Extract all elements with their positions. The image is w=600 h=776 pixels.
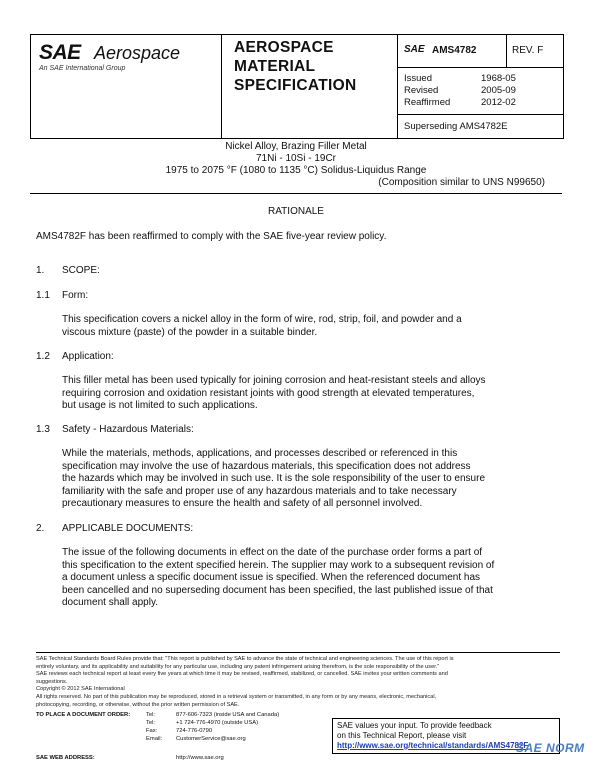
feedback-link[interactable]: http://www.sae.org/technical/standards/AMS4782F [337,741,529,750]
date-value: 2005-09 [481,85,516,96]
order-key: Tel: [146,712,156,718]
order-email-link[interactable]: CustomerService@sae.org [176,736,246,742]
divider [30,193,562,194]
material-name: Nickel Alloy, Brazing Filler Metal [225,141,367,152]
footer-line: SAE Technical Standards Board Rules provide that: "This report is published by SAE to advance the state of technical and engineering sciences. The use of this report is [36,656,454,662]
revision-label: REV. F [512,45,544,56]
section-body [62,375,512,413]
web-label: SAE WEB ADDRESS: [36,755,95,761]
footer-line: Copyright © 2012 SAE International [36,686,125,693]
body-line: requiring corrosion and oxidation resistant joints with good strength at elevated temperatures, [62,387,475,399]
body-line: document shall apply. [62,597,158,609]
header-divider [397,114,563,115]
section-body [62,314,512,339]
rationale-text: AMS4782F has been reaffirmed to comply with the SAE five-year review policy. [36,231,387,242]
date-label: Reaffirmed [404,97,451,108]
aerospace-logo-text: Aerospace [94,43,181,63]
section-number: 1. [36,265,45,276]
sae-logo: SAE [39,41,81,64]
doc-type-title: SPECIFICATION [234,77,357,94]
body-line: While the materials, methods, applications, and processes described or referenced in this [62,448,458,459]
footer-notice [36,656,556,709]
doc-type-title: MATERIAL [234,58,316,75]
logo-tagline: An SAE International Group [39,65,126,72]
footer-line: SAE reviews each technical report at least every five years at which time it may be revised, reaffirmed, stabilized, or cancelled. SAE invites your written comments and [36,671,448,678]
section-number: 1.3 [36,424,50,435]
body-line: The issue of the following documents in effect on the date of the purchase order forms a part of [62,547,483,558]
date-label: Issued [404,73,432,84]
section-title: SCOPE: [62,265,100,276]
doc-type-title: AEROSPACE [234,39,334,56]
section-number: 1.1 [36,290,50,301]
section-title: APPLICABLE DOCUMENTS: [62,523,194,534]
order-value: 724-776-0790 [176,728,213,734]
material-similar: (Composition similar to UNS N99650) [378,177,545,188]
footer-divider [36,652,560,653]
sae-mark: SAE [404,44,425,55]
rationale-heading: RATIONALE [268,206,324,217]
section-body [62,448,512,511]
section-body [62,547,512,610]
body-line: specification may involve the use of hazardous materials, this specification does not address [62,460,471,472]
body-line: the hazards which may be involved in such use. It is the sole responsibility of the user to ensure [62,473,486,485]
footer-line: All rights reserved. No part of this publication may be reproduced, stored in a retrieval system or transmitted, in any form or by any means, electronic, mechanical, [36,693,437,700]
body-line: but usage is not limited to such applications. [62,400,258,412]
header-divider [221,35,222,138]
order-value: 877-606-7323 (inside USA and Canada) [176,712,280,718]
web-address-link[interactable]: http://www.sae.org [176,755,224,761]
footer-line: suggestions. [36,678,68,685]
section-title: Safety - Hazardous Materials: [62,424,194,435]
body-line: viscous mixture (paste) of the powder in a suitable binder. [62,326,318,338]
order-value: +1 724-776-4970 (outside USA) [176,720,259,726]
header-divider [397,67,563,68]
body-line: familiarity with the safe and proper use of any hazardous materials and to take necessary [62,485,457,497]
body-line: This specification covers a nickel alloy in the form of wire, rod, strip, foil, and powder and a [62,314,462,325]
header-box [30,34,564,139]
date-value: 1968-05 [481,73,516,84]
feedback-text: SAE values your input. To provide feedback [337,721,492,730]
document-number: AMS4782 [432,45,477,56]
order-key: Email: [146,736,163,742]
order-label: TO PLACE A DOCUMENT ORDER: [36,712,131,718]
section-title: Application: [62,351,114,362]
header-divider [506,35,507,67]
body-line: This filler metal has been used typically for joining corrosion and heat-resistant steels and alloys [62,375,486,386]
superseding-note: Superseding AMS4782E [404,121,508,132]
section-number: 2. [36,523,45,534]
date-value: 2012-02 [481,97,516,108]
body-line: this specification to the extent specified herein. The supplier may work to a subsequent revision of [62,559,495,571]
body-line: a document unless a specific document issue is specified. When the referenced document has [62,572,481,584]
footer-line: photocopying, recording, or otherwise, without the prior written permission of SAE. [36,701,240,708]
section-title: Form: [62,290,89,301]
body-line: been cancelled and no superseding document has been specified, the last published issue of that [62,584,493,596]
header-divider [397,35,398,138]
order-key: Tel: [146,720,156,726]
footer-line: entirely voluntary, and its applicability and suitability for any particular use, including any patent infringement arising therefrom, is the sole responsibility of the user." [36,663,440,670]
order-key: Fax: [146,728,158,734]
section-number: 1.2 [36,351,50,362]
watermark: SAE NORM [516,741,585,755]
feedback-text: on this Technical Report, please visit [337,731,467,740]
date-label: Revised [404,85,439,96]
material-range: 1975 to 2075 °F (1080 to 1135 °C) Solidus-Liquidus Range [165,165,427,176]
material-composition: 71Ni - 10Si - 19Cr [255,153,337,164]
body-line: precautionary measures to ensure the health and safety of all personnel involved. [62,498,423,510]
